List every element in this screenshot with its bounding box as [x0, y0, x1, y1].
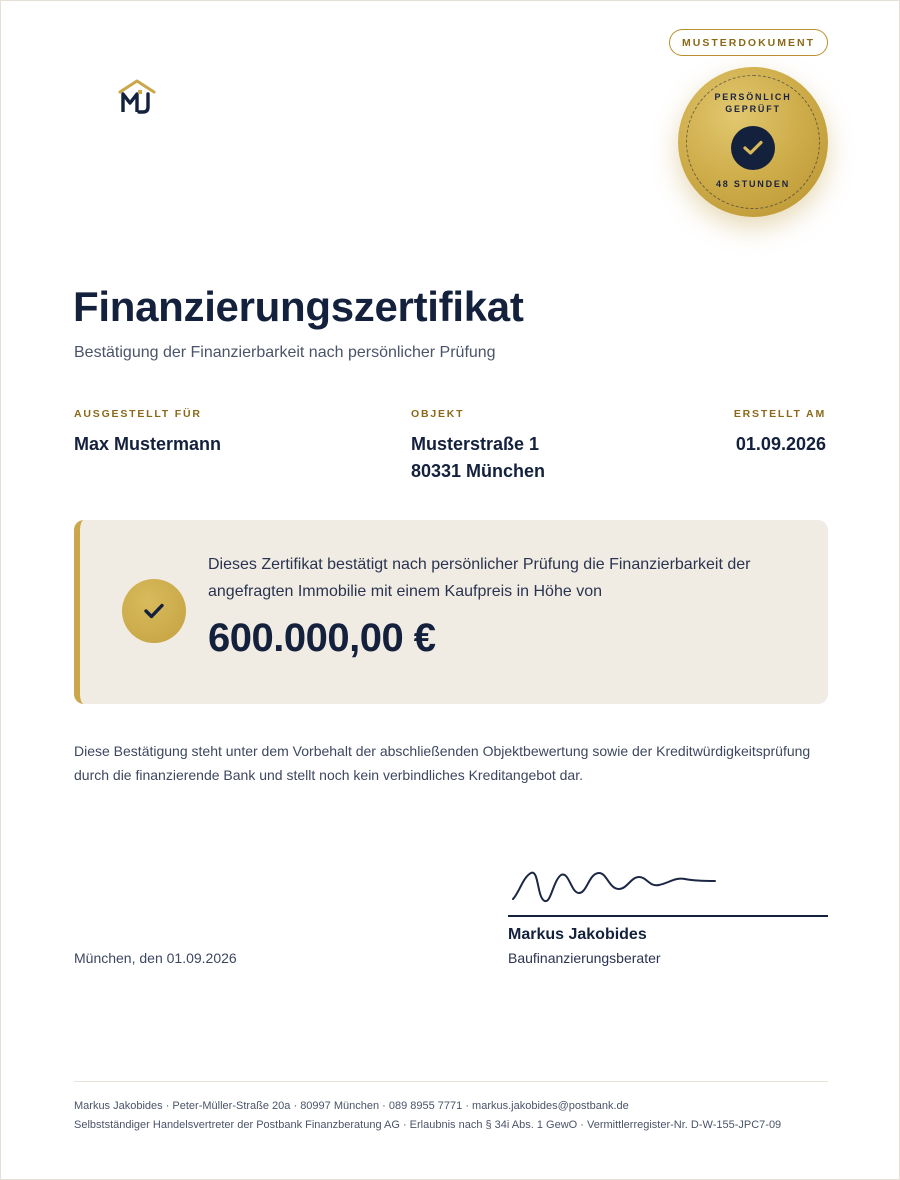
verification-seal [678, 67, 828, 217]
created-label: ERSTELLT AM [733, 408, 826, 420]
object-city: 80331 München [411, 461, 546, 481]
object-address [411, 431, 545, 485]
footer-legal-line: Selbstständiger Handelsvertreter der Postbank Finanzberatung AG · Erlaubnis nach § 34i Abs. 1 GewO · Vermittlerregister-Nr. D-W-155-JPC7-09 [74, 1119, 782, 1131]
footer-divider [74, 1081, 828, 1082]
place-and-date: München, den 01.09.2026 [74, 950, 237, 966]
seal-top-line-2: GEPRÜFT [725, 104, 781, 114]
seal-top-line-1: PERSÖNLICH [714, 92, 792, 102]
logo-icon [117, 79, 157, 115]
issued-for-value: Max Mustermann [74, 434, 222, 454]
check-icon [731, 126, 775, 170]
confirmation-text: Dieses Zertifikat bestätigt nach persönlicher Prüfung die Finanzierbarkeit der angefragten Immobilie mit einem Kaufpreis in Höhe von [208, 556, 751, 600]
seal-top-text [678, 91, 828, 115]
sample-document-badge: MUSTERDOKUMENT [669, 29, 828, 56]
object-label: OBJEKT [411, 408, 465, 420]
seal-bottom-text: 48 STUNDEN [715, 179, 790, 189]
created-date: 01.09.2026 [735, 434, 826, 454]
disclaimer-text: Diese Bestätigung steht unter dem Vorbehalt der abschließenden Objektbewertung sowie der Kreditwürdigkeitsprüfung durch die finanzierende Bank und stellt noch kein verbindliches Kreditangebot dar. [74, 743, 811, 783]
check-icon [122, 579, 186, 643]
page-title: Finanzierungszertifikat [73, 283, 524, 330]
purchase-price-amount: 600.000,00 € [208, 616, 436, 660]
footer-contact-line: Markus Jakobides · Peter-Müller-Straße 20a · 80997 München · 089 8955 7771 · markus.jakobides@postbank.de [74, 1100, 629, 1112]
confirmation-box [74, 520, 828, 704]
signature-line [508, 915, 828, 917]
handwritten-signature [509, 863, 719, 907]
issued-for-label: AUSGESTELLT FÜR [74, 408, 202, 420]
signatory-name: Markus Jakobides [508, 926, 647, 943]
signatory-role: Baufinanzierungsberater [508, 950, 661, 966]
page-subtitle: Bestätigung der Finanzierbarkeit nach persönlicher Prüfung [74, 344, 496, 361]
object-street: Musterstraße 1 [411, 434, 540, 454]
